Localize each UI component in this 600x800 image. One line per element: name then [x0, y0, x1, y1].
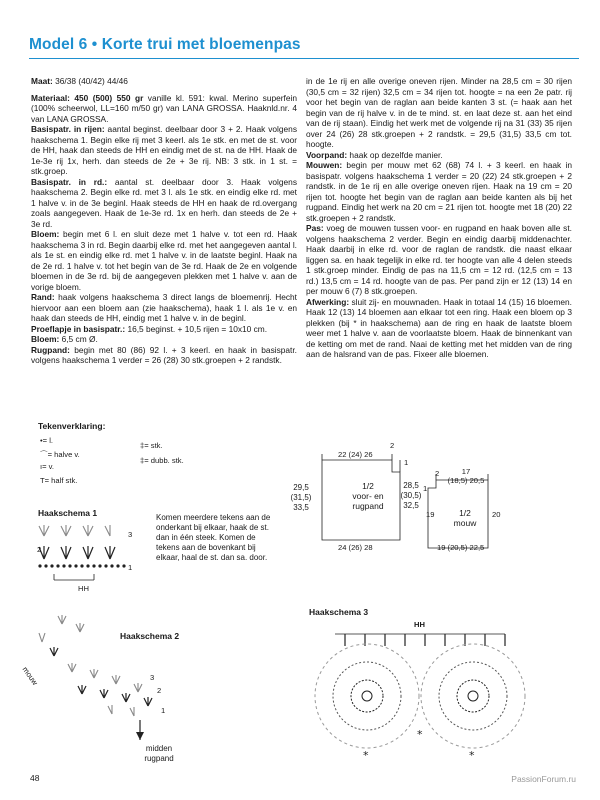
paragraph-heading: Basispatr. in rijen: [31, 124, 105, 134]
watermark: PassionForum.ru [511, 774, 576, 784]
haakschema-2-label: Haakschema 2 [120, 631, 180, 641]
paragraph-text: 16,5 beginst. + 10,5 rijen = 10x10 cm. [125, 323, 268, 334]
paragraph-heading: Mouwen: [306, 160, 343, 170]
page-title: Model 6 • Korte trui met bloemenpas [29, 36, 301, 53]
paragraph [31, 324, 297, 335]
paragraph-text: in de 1e rij en alle overige oneven rijen. Minder na 28,5 cm = 30 rijen (30,5 cm = 32 rijen) 32,5 cm = 34 rijen tot. hoogte = na een 2e patr. rij voor het begin van de raglan aan beide kanten 3 st. (= haak aan het begin van de rij halve v. in de te mind. st. en laat deze st. aan het eind van de rij staan). Eindig het werk met de volgende rij na 31 (33) 35 rijen over 24 (26) 28 stk.groepen + 2 randstk. = 29,5 (31,5) 33,5 cm tot. hoogte. [306, 76, 572, 149]
instructions-right-column [306, 76, 572, 360]
haakschema-1-row-3: 3 [128, 530, 133, 539]
paragraph [31, 229, 297, 292]
paragraph-text: voeg de mouwen tussen voor- en rugpand en haak boven alle st. volgens haakschema 2 verder. Begin en eindig daarbij middenachter. Haak daarbij in elke rd. voor de raglan de randstk. die naast elkaar liggen sa. en haak tegelijk in elke rd. ter hoogte van alle 4 delen steeds 1 stk.groep minder. Eindig de pas na 11,5 cm = 12 rd. (12,5 cm = 13 rd.) 13,5 cm = 14 rd. hoogte van de pas. Per pand zijn er 12 (13) 14 en per mouw 6 (7) 8 stk.groepen. [306, 223, 572, 296]
paragraph-text: begin met 80 (86) 92 l. + 3 keerl. en haak in basispatr. volgens haakschema 1 verder = 26 (28) 30 stk.groepen + 2 randstk. [31, 344, 297, 365]
mouw-label: mouw [20, 665, 40, 687]
paragraph-text: haak op dezelfde manier. [347, 149, 443, 160]
haakschema-1-row-2: 2 [37, 545, 42, 554]
paragraph [306, 297, 572, 360]
title-divider [29, 58, 579, 59]
midden-rugpand-label: midden rugpand [144, 744, 174, 763]
paragraph [31, 93, 297, 125]
paragraph-text: 36/38 (40/42) 44/46 [52, 76, 128, 86]
paragraph-text: begin met 6 l. en sluit deze met 1 halve v. tot een rd. Haak haakschema 3 in rd. Begin daarbij elke rd. met het aangegeven aantal l. als 1e st. en eindig elke rd. met 1 halve v. in de laatste beginl. Haak na de 2e rd. 1 halve v. tot het begin van de 3e rd. Haak de 2e en volgende bloemen in de 3e rd. bij de aangegeven plekken met 1 halve v. aan de vorige bloem. [31, 229, 297, 292]
sleeve-right-height: 20 [492, 510, 501, 519]
paragraph-heading: Bloem: [31, 334, 60, 344]
paragraph-text: 6,5 cm Ø. [59, 334, 98, 344]
sleeve-left-height: 19 [426, 510, 435, 519]
haakschema-3-label: Haakschema 3 [309, 607, 369, 617]
scheme-note: Komen meerdere tekens aan de onderkant bij elkaar, haak de st. dan in één steek. Komen de tekens aan de bovenkant bij elkaar, haal de st. dan sa. door. [156, 513, 271, 562]
svg-text:*: * [417, 728, 423, 741]
paragraph-heading: Pas: [306, 223, 324, 233]
paragraph-heading: Bloem: [31, 229, 60, 239]
paragraph-text: haak volgens haakschema 3 direct langs de bloemenrij. Hecht hiervoor aan een bloem aan (zie haakschema), haak 1 l. als 1e v. en haak dan steeds de HH, eindig met 1 halve v. in de beginl. [31, 292, 297, 323]
legend-item-treble: ‡= dubb. stk. [140, 456, 184, 465]
legend-item-slip-stitch: ⌒= halve v. [40, 450, 80, 459]
body-right-one: 1 [404, 458, 409, 467]
legend-title: Tekenverklaring: [38, 421, 106, 431]
instructions-left-column [31, 76, 297, 366]
sleeve-left-one: 1 [423, 484, 428, 493]
paragraph [306, 160, 572, 223]
paragraph [31, 334, 297, 345]
body-bottom-width: 24 (26) 28 [338, 543, 373, 552]
paragraph [31, 292, 297, 324]
paragraph [31, 177, 297, 230]
paragraph-heading: Maat: [31, 76, 53, 86]
paragraph [306, 223, 572, 297]
haakschema-1-chart [34, 522, 134, 592]
paragraph-text: vanille kl. 591: kwal. Merino superfein (100% scheerwol, LL=160 m/50 gr) van LANA GROSSA. Haaknld.nr. 4 van LANA GROSSA. [31, 92, 298, 124]
paragraph [31, 76, 297, 87]
paragraph [306, 150, 572, 161]
sleeve-top-width: 17 (18,5) 20,5 [447, 467, 485, 485]
svg-text:*: * [363, 749, 369, 762]
haakschema-3-hh: HH [414, 620, 425, 629]
paragraph-text: aantal st. deelbaar door 3. Haak volgens haakschema 2. Begin elke rd. met 3 l. als 1e stk. en eindig elke rd. met 1 halve v. in de 3e beginl. Haak steeds de HH en haak de rd.overgang zoals aangegeven. Haak de 1e-3e rd. 1x en herh. dan steeds de 2e + 3e rd. [31, 176, 297, 229]
body-top-right: 2 [390, 441, 395, 450]
body-panel-label: 1/2 voor- en rugpand [352, 481, 384, 511]
paragraph [306, 76, 572, 150]
legend-item-single-crochet: ı= v. [40, 462, 55, 471]
paragraph-heading: Basispatr. in rd.: [31, 176, 108, 187]
paragraph-text: sluit zij- en mouwnaden. Haak in totaal 14 (15) 16 bloemen. Haak 12 (13) 14 bloemen aan elkaar tot een ring. Haak een bloem op 3 plekken (bij * in haakschema) aan de ring en haak de laatste bloem weer met 1 halve v. aan de voorlaatste bloem. Haak de binnenkant van de ketting om met de rand. Naai de ketting met het midden van de ring aan de halsrand van de pas. Fixeer alle bloemen. [306, 296, 572, 359]
paragraph-heading: Rand: [31, 292, 55, 302]
page-number: 48 [30, 773, 40, 783]
haakschema-1-label: Haakschema 1 [38, 508, 98, 518]
haakschema-2-row-3: 3 [150, 673, 155, 682]
paragraph-text: begin per mouw met 62 (68) 74 l. + 3 keerl. en haak in basispatr. volgens haakschema 1 verder = 20 (22) 24 stk.groepen + 2 randstk. in de 1e rij en alle overige oneven rijen. Haak na 19 cm = 20 rijen tot. hoogte het begin van de raglan aan beide kanten als bij het rugpand. Eindig het werk na 20 cm = 21 rijen tot. hoogte met 18 (20) 22 stk.groepen + 2 randstk. [306, 160, 572, 223]
legend-item-half-double: T= half stk. [40, 476, 78, 485]
paragraph-text: aantal beginst. deelbaar door 3 + 2. Haak volgens haakschema 1. Begin elke rij met 3 keerl. als 1e stk. en met de st. voor de HH, haak dan steeds de HH en eindig met de st. na de HH. Haak de 1e-3e rij 1x, herh. dan steeds de 2e + 3e rij. NB: 3 stk. in 1 st. = stk.groep. [31, 124, 297, 176]
body-top-width: 22 (24) 26 [338, 450, 373, 459]
body-left-height: 29,5 (31,5) 33,5 [290, 483, 312, 512]
symbol-legend [38, 421, 258, 431]
haakschema-2-row-2: 2 [157, 686, 162, 695]
haakschema-2-row-1: 1 [161, 706, 166, 715]
body-right-height: 28,5 (30,5) 32,5 [400, 481, 422, 510]
paragraph [31, 124, 297, 177]
paragraph-heading: Voorpand: [306, 149, 348, 160]
sleeve-bottom-width: 19 (20,5) 22,5 [437, 543, 485, 552]
paragraph-heading: Afwerking: [306, 296, 350, 307]
paragraph-heading: Proeflapje in basispatr.: [31, 323, 126, 334]
sleeve-label: 1/2 mouw [453, 508, 477, 528]
sleeve-top-left: 2 [435, 469, 440, 478]
paragraph-heading: Materiaal: 450 (500) 550 gr [31, 92, 144, 103]
paragraph [31, 345, 297, 366]
svg-text:*: * [469, 749, 475, 762]
haakschema-1-hh: HH [78, 584, 89, 593]
haakschema-3-flower-chart [305, 626, 535, 766]
haakschema-1-row-1: 1 [128, 563, 133, 572]
paragraph-heading: Rugpand: [31, 344, 70, 355]
legend-item-double: ‡= stk. [140, 441, 163, 450]
legend-item-chain: •= l. [40, 436, 54, 445]
